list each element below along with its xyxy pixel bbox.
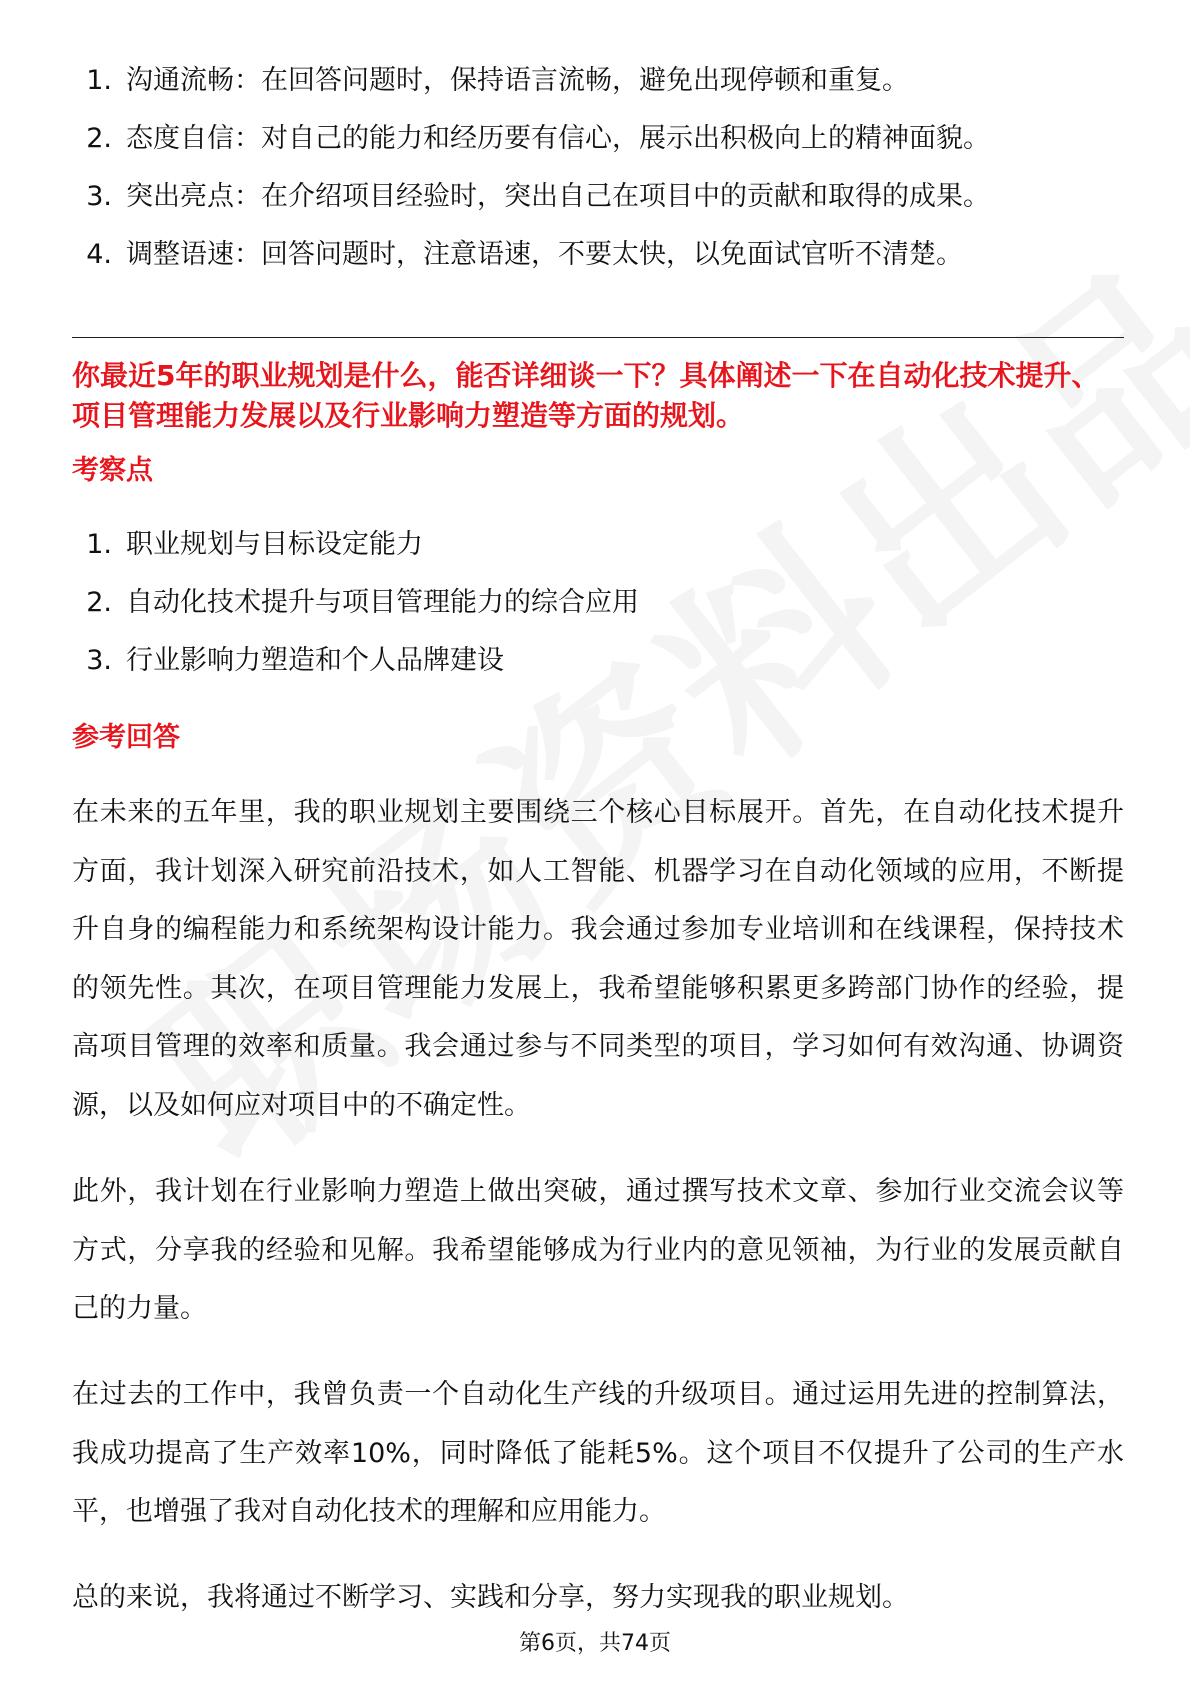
list-number: 2. <box>86 123 112 154</box>
list-number: 1. <box>86 65 112 96</box>
section-divider <box>72 337 1124 338</box>
list-text: 自动化技术提升与项目管理能力的综合应用 <box>126 587 639 618</box>
list-number: 3. <box>86 645 112 676</box>
question-title: 你最近5年的职业规划是什么，能否详细谈一下？具体阐述一下在自动化技术提升、项目管理能力发展以及行业影响力塑造等方面的规划。 <box>72 359 1100 432</box>
list-text: 调整语速：回答问题时，注意语速，不要太快，以免面试官听不清楚。 <box>126 239 963 270</box>
points-heading: 考察点 <box>72 455 153 486</box>
list-text: 沟通流畅：在回答问题时，保持语言流畅，避免出现停顿和重复。 <box>126 65 909 96</box>
page-number: 第6页，共74页 <box>519 1631 671 1656</box>
list-number: 3. <box>86 181 112 212</box>
list-number: 2. <box>86 587 112 618</box>
answer-paragraph: 总的来说，我将通过不断学习、实践和分享，努力实现我的职业规划。 <box>72 1582 909 1613</box>
list-text: 行业影响力塑造和个人品牌建设 <box>126 645 504 676</box>
list-text: 态度自信：对自己的能力和经历要有信心，展示出积极向上的精神面貌。 <box>126 123 990 154</box>
answer-paragraph: 在过去的工作中，我曾负责一个自动化生产线的升级项目。通过运用先进的控制算法，我成功提高了生产效率10%，同时降低了能耗5%。这个项目不仅提升了公司的生产水平，也增强了我对自动化技术的理解和应用能力。 <box>72 1379 1124 1527</box>
list-number: 1. <box>86 529 112 560</box>
list-text: 突出亮点：在介绍项目经验时，突出自己在项目中的贡献和取得的成果。 <box>126 181 990 212</box>
answer-paragraph: 此外，我计划在行业影响力塑造上做出突破，通过撰写技术文章、参加行业交流会议等方式，分享我的经验和见解。我希望能够成为行业内的意见领袖，为行业的发展贡献自己的力量。 <box>72 1176 1124 1324</box>
answer-heading: 参考回答 <box>72 722 180 753</box>
list-number: 4. <box>86 239 112 270</box>
list-text: 职业规划与目标设定能力 <box>126 529 423 560</box>
answer-paragraph: 在未来的五年里，我的职业规划主要围绕三个核心目标展开。首先，在自动化技术提升方面，我计划深入研究前沿技术，如人工智能、机器学习在自动化领域的应用，不断提升自身的编程能力和系统架构设计能力。我会通过参加专业培训和在线课程，保持技术的领先性。其次，在项目管理能力发展上，我希望能够积累更多跨部门协作的经验，提高项目管理的效率和质量。我会通过参与不同类型的项目，学习如何有效沟通、协调资源，以及如何应对项目中的不确定性。 <box>72 797 1124 1121</box>
